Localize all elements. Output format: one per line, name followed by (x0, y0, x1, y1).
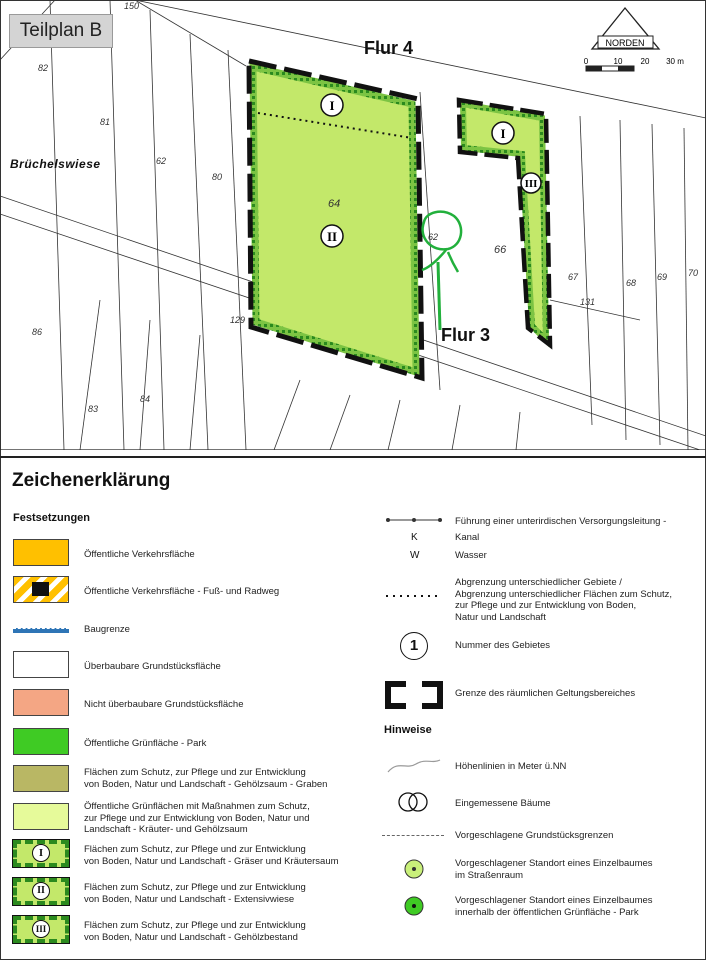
hand-annotation (422, 212, 461, 330)
parcel-number: 150 (124, 1, 140, 11)
legend-label: Flächen zum Schutz, zur Pflege und zur Entwicklung von Boden, Natur und Landschaft - Gehölzbestand (84, 920, 306, 943)
swatch-nicht-ueberbaubar (13, 689, 69, 716)
map-panel[interactable] (0, 0, 706, 450)
swatch-area-I (13, 840, 69, 867)
marker-label: I (329, 98, 335, 113)
flur-4-label: Flur 4 (364, 38, 414, 58)
teilplan-label: Teilplan B (9, 14, 113, 48)
legend-label: Baugrenze (84, 624, 130, 635)
parcel-number: 82 (38, 63, 49, 73)
legend-label: Öffentliche Grünfläche - Park (84, 738, 207, 749)
svg-text:20: 20 (640, 57, 650, 66)
kanal-symbol: K (411, 532, 418, 543)
swatch-kraeuter-gehoelzsaum (13, 803, 69, 830)
legend-label: Abgrenzung unterschiedlicher Gebiete / Abgrenzung unterschiedlicher Flächen zum Schutz, zur Pflege und zur Entwicklung von Boden, Natur und Landschaft (455, 577, 673, 623)
legend-label: Vorgeschlagener Standort eines Einzelbaumes innerhalb der öffentlichen Grünfläche - Park (455, 895, 653, 918)
legend-label: Flächen zum Schutz, zur Pflege und zur Entwicklung von Boden, Natur und Landschaft - Gehölzsaum - Graben (84, 767, 328, 790)
parcel-number: 67 (568, 272, 579, 282)
tree-icon (382, 790, 446, 814)
swatch-area-III (13, 916, 69, 943)
park-tree-icon (382, 894, 446, 918)
legend-label: Höhenlinien in Meter ü.NN (455, 761, 567, 772)
legend-label: Flächen zum Schutz, zur Pflege und zur Entwicklung von Boden, Natur und Landschaft - Gräser und Kräutersaum (84, 844, 339, 867)
street-tree-icon (382, 857, 446, 881)
marker-label: III (524, 178, 538, 190)
parcel-number: 84 (140, 394, 151, 404)
hinweise-heading: Hinweise (384, 724, 432, 736)
marker-III-icon: III (32, 920, 50, 938)
scale-bar (584, 57, 684, 71)
parcel-number: 62 (428, 232, 439, 242)
marker-I-north[interactable] (321, 94, 343, 116)
swatch-area-II (13, 878, 69, 905)
marker-II-icon: II (32, 882, 50, 900)
legend-label: Öffentliche Grünflächen mit Maßnahmen zum Schutz, zur Pflege und zur Entwicklung von Boden, Natur und Landschaft - Kräuter- und Gehölzsaum (84, 801, 310, 835)
cadastral-map (0, 0, 706, 450)
versorgungsleitung-symbol (382, 510, 446, 534)
parcel-number: 62 (156, 156, 167, 166)
legend-label: Öffentliche Verkehrsfläche (84, 549, 195, 560)
legend-label: Vorgeschlagener Standort eines Einzelbaumes im Straßenraum (455, 858, 653, 881)
swatch-ueberbaubar (13, 651, 69, 678)
field-name-label: Brüchelswiese (10, 157, 101, 171)
svg-text:0: 0 (583, 57, 589, 66)
legend-title: Zeichenerklärung (12, 470, 171, 491)
marker-III[interactable] (521, 173, 541, 193)
radweg-icon (32, 582, 49, 596)
legend-panel (0, 456, 706, 962)
marker-label: I (500, 126, 506, 141)
legend-label: Vorgeschlagene Grundstücksgrenzen (455, 830, 614, 841)
swatch-fuss-radweg (13, 576, 69, 603)
legend-label: Flächen zum Schutz, zur Pflege und zur Entwicklung von Boden, Natur und Landschaft - Extensivwiese (84, 882, 306, 905)
swatch-gruenflaeche-park (13, 728, 69, 755)
wasser-symbol: W (410, 550, 420, 561)
svg-text:30 m: 30 m (666, 57, 684, 66)
baugrenze-line (13, 628, 69, 633)
legend-label: Nummer des Gebietes (455, 640, 551, 651)
gebiete-abgrenzung-symbol (382, 584, 446, 608)
legend-label: Wasser (455, 550, 487, 561)
north-label: NORDEN (605, 38, 645, 48)
parcel-number: 64 (328, 198, 341, 210)
legend-label: Kanal (455, 532, 480, 543)
geltungsbereich-symbol (382, 680, 446, 710)
flur-3-label: Flur 3 (441, 325, 491, 345)
north-arrow (592, 8, 659, 49)
hoehenlinien-symbol (382, 754, 446, 778)
legend-label: Führung einer unterirdischen Versorgungsleitung - (455, 516, 667, 527)
marker-II[interactable] (321, 225, 343, 247)
parcel-number: 81 (100, 117, 111, 127)
festsetzungen-heading: Festsetzungen (13, 512, 91, 524)
parcel-number: 70 (688, 268, 699, 278)
parcel-number: 68 (626, 278, 637, 288)
parcel-number: 131 (580, 297, 596, 307)
parcel-number: 86 (32, 327, 43, 337)
gebiet-nummer-icon: 1 (400, 632, 428, 660)
grundstuecksgrenze-line (382, 835, 444, 836)
legend-label: Überbaubare Grundstücksfläche (84, 661, 221, 672)
swatch-gehoelzsaum-graben (13, 765, 69, 792)
parcel-number: 83 (88, 404, 99, 414)
legend-label: Eingemessene Bäume (455, 798, 551, 809)
swatch-verkehrsflaeche (13, 539, 69, 566)
marker-I-icon: I (32, 844, 50, 862)
marker-I-east[interactable] (492, 122, 514, 144)
svg-text:10: 10 (613, 57, 623, 66)
parcel-number: 66 (494, 244, 507, 256)
parcel-number: 69 (657, 272, 668, 282)
marker-label: II (326, 229, 338, 244)
legend-label: Öffentliche Verkehrsfläche - Fuß- und Radweg (84, 586, 280, 597)
parcel-number: 129 (230, 315, 246, 325)
parcel-number: 80 (212, 172, 223, 182)
legend-label: Grenze des räumlichen Geltungsbereiches (455, 688, 636, 699)
legend-label: Nicht überbaubare Grundstücksfläche (84, 699, 244, 710)
